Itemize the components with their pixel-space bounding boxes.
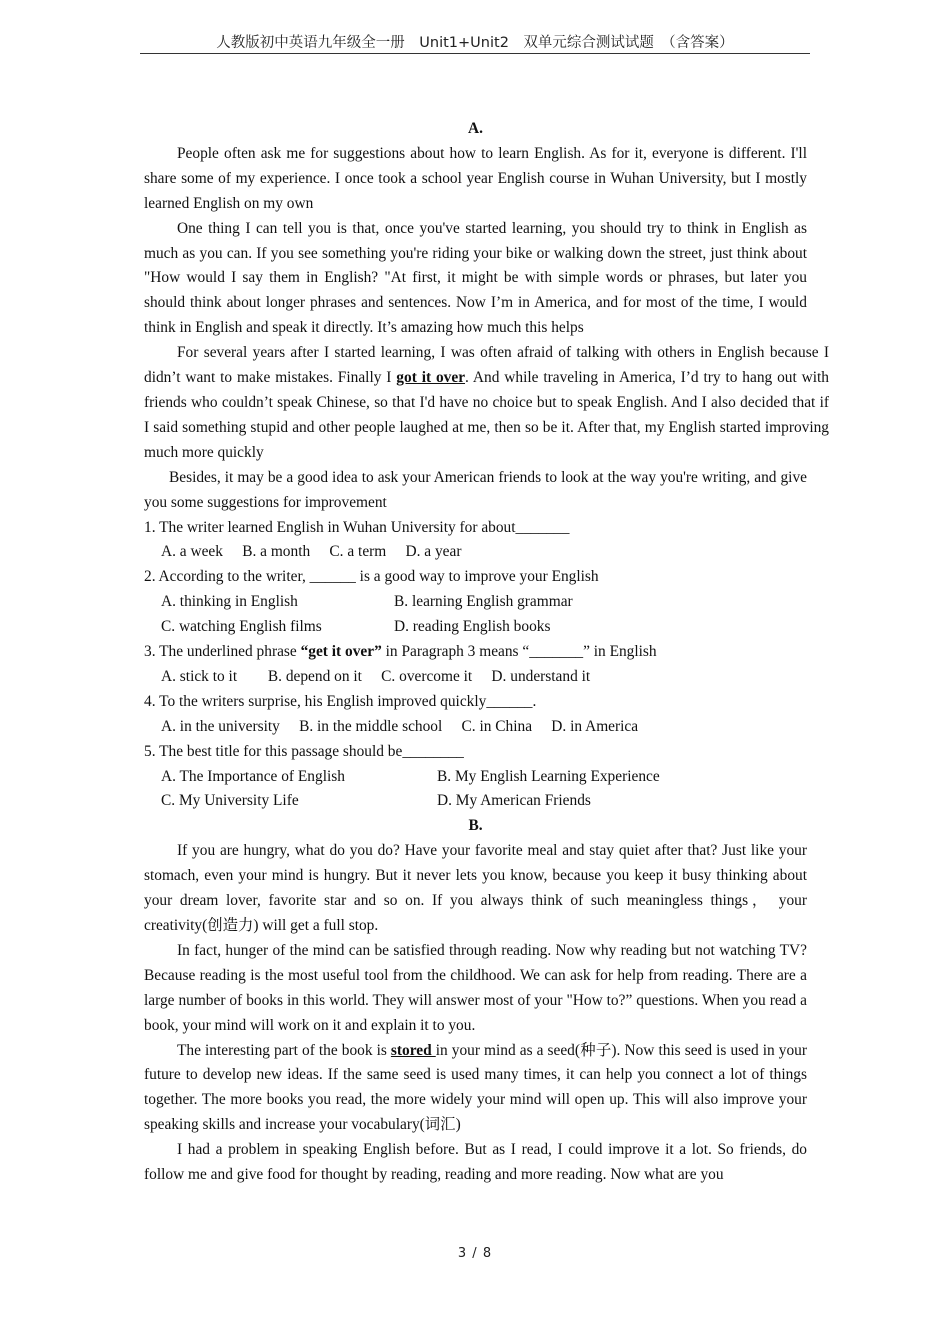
q5-option-b: B. My English Learning Experience	[437, 767, 660, 785]
section-a-title: A.	[468, 120, 483, 137]
b-paragraph-3-text-start: The interesting part of the book is	[177, 1041, 391, 1059]
section-b-paragraph-1: If you are hungry, what do you do? Have your favorite meal and stay quiet after that? Just like your stomach, even your mind is hungry. But it never lets you know, because you keep it busy thinking about your dream lover, favorite star and so on. If you always think of such meaningless things， your creativity(创造力) will get a full stop.	[144, 842, 807, 934]
question-4: 4. To the writers surprise, his English improved quickly______.	[144, 692, 537, 710]
q2-option-c: C. watching English films	[161, 618, 322, 636]
question-5: 5. The best title for this passage should be________	[144, 742, 464, 760]
section-b-paragraph-2: In fact, hunger of the mind can be satisfied through reading. Now why reading but not watching TV? Because reading is the most useful tool from the childhood. We can ask for help from reading. There are a large number of books in this world. They will answer most of your "How to?” questions. When you read a book, your mind will work on it and explain it to you.	[144, 941, 807, 1034]
page-header: 人教版初中英语九年级全一册 Unit1+Unit2 双单元综合测试试题 （含答案）	[216, 35, 734, 51]
page-content	[144, 117, 829, 1188]
question-5-options-row-1	[144, 765, 807, 790]
q2-option-d: D. reading English books	[394, 618, 551, 636]
q3-phrase: “get it over”	[300, 643, 382, 661]
b-paragraph-3-text-end: in your mind as a seed(种子). Now this seed is used in your future to develop new ideas. If the same seed is used many times, it can help you connect a lot of things together. The more books you read, the more widely your mind will open up. This will also improve your speaking skills and increase your vocabulary(词汇)	[144, 1041, 807, 1134]
q2-option-b: B. learning English grammar	[394, 593, 573, 611]
q5-option-a: A. The Importance of English	[161, 767, 345, 785]
q5-option-c: C. My University Life	[161, 792, 299, 810]
question-3	[144, 640, 807, 665]
question-1-options: A. a week B. a month C. a term D. a year	[161, 543, 462, 561]
question-2: 2. According to the writer, ______ is a good way to improve your English	[144, 568, 599, 586]
question-5-options-row-2	[144, 789, 807, 814]
underlined-phrase-got-it-over: got it over	[396, 369, 466, 387]
q3-text-start: 3. The underlined phrase	[144, 643, 301, 661]
section-a-paragraph-4: Besides, it may be a good idea to ask your American friends to look at the way you're writing, and give you some suggestions for improvement	[144, 468, 807, 511]
question-4-options: A. in the university B. in the middle school C. in China D. in America	[161, 717, 639, 735]
q5-option-d: D. My American Friends	[437, 792, 591, 810]
paragraph-3-text-end: . And while traveling in America, I’d try to hang out with friends who couldn’t speak Chinese, so that I'd have no choice but to speak English. And I also decided that if I said something stupid and other people laughed at me, then so be it. After that, my English started improving much more quickly	[144, 369, 829, 461]
section-b-title: B.	[468, 817, 483, 835]
section-a-paragraph-2: One thing I can tell you is that, once you've started learning, you should try to think in English as much as you can. If you see something you're riding your bike or walking down the street, just think about "How would I say them in English? "At first, it might be with simple words or phrases, but later you should think about longer phrases and sentences. Now I’m in America, and for most of the time, I would think in English and speak it directly. It’s amazing how much this helps	[144, 219, 807, 337]
question-3-options: A. stick to it B. depend on it C. overcome it D. understand it	[161, 667, 591, 685]
section-b-paragraph-4: I had a problem in speaking English before. But as I read, I could improve it a lot. So friends, do follow me and give food for thought by reading, reading and more reading. Now what are you	[144, 1141, 807, 1184]
question-2-options-row-1	[144, 590, 807, 615]
q3-text-end: in Paragraph 3 means “_______” in English	[381, 643, 657, 661]
section-b-paragraph-3	[144, 1039, 807, 1139]
paragraph-3-text-start: For several years after I started learning, I was often afraid of talking with others in English because I didn’t want to make mistakes. Finally I	[144, 344, 829, 387]
header-rule	[140, 53, 810, 54]
question-2-options-row-2	[144, 615, 807, 640]
question-1: 1. The writer learned English in Wuhan University for about_______	[144, 518, 570, 536]
page-number: 3 / 8	[457, 1246, 493, 1261]
q2-option-a: A. thinking in English	[161, 593, 298, 611]
section-a-paragraph-3	[144, 341, 829, 466]
section-a-paragraph-1: People often ask me for suggestions about how to learn English. As for it, everyone is different. I'll share some of my experience. I once took a school year English course in Wuhan University, but I mostly learned English on my own	[144, 144, 807, 212]
underlined-word-stored: stored	[390, 1041, 436, 1059]
